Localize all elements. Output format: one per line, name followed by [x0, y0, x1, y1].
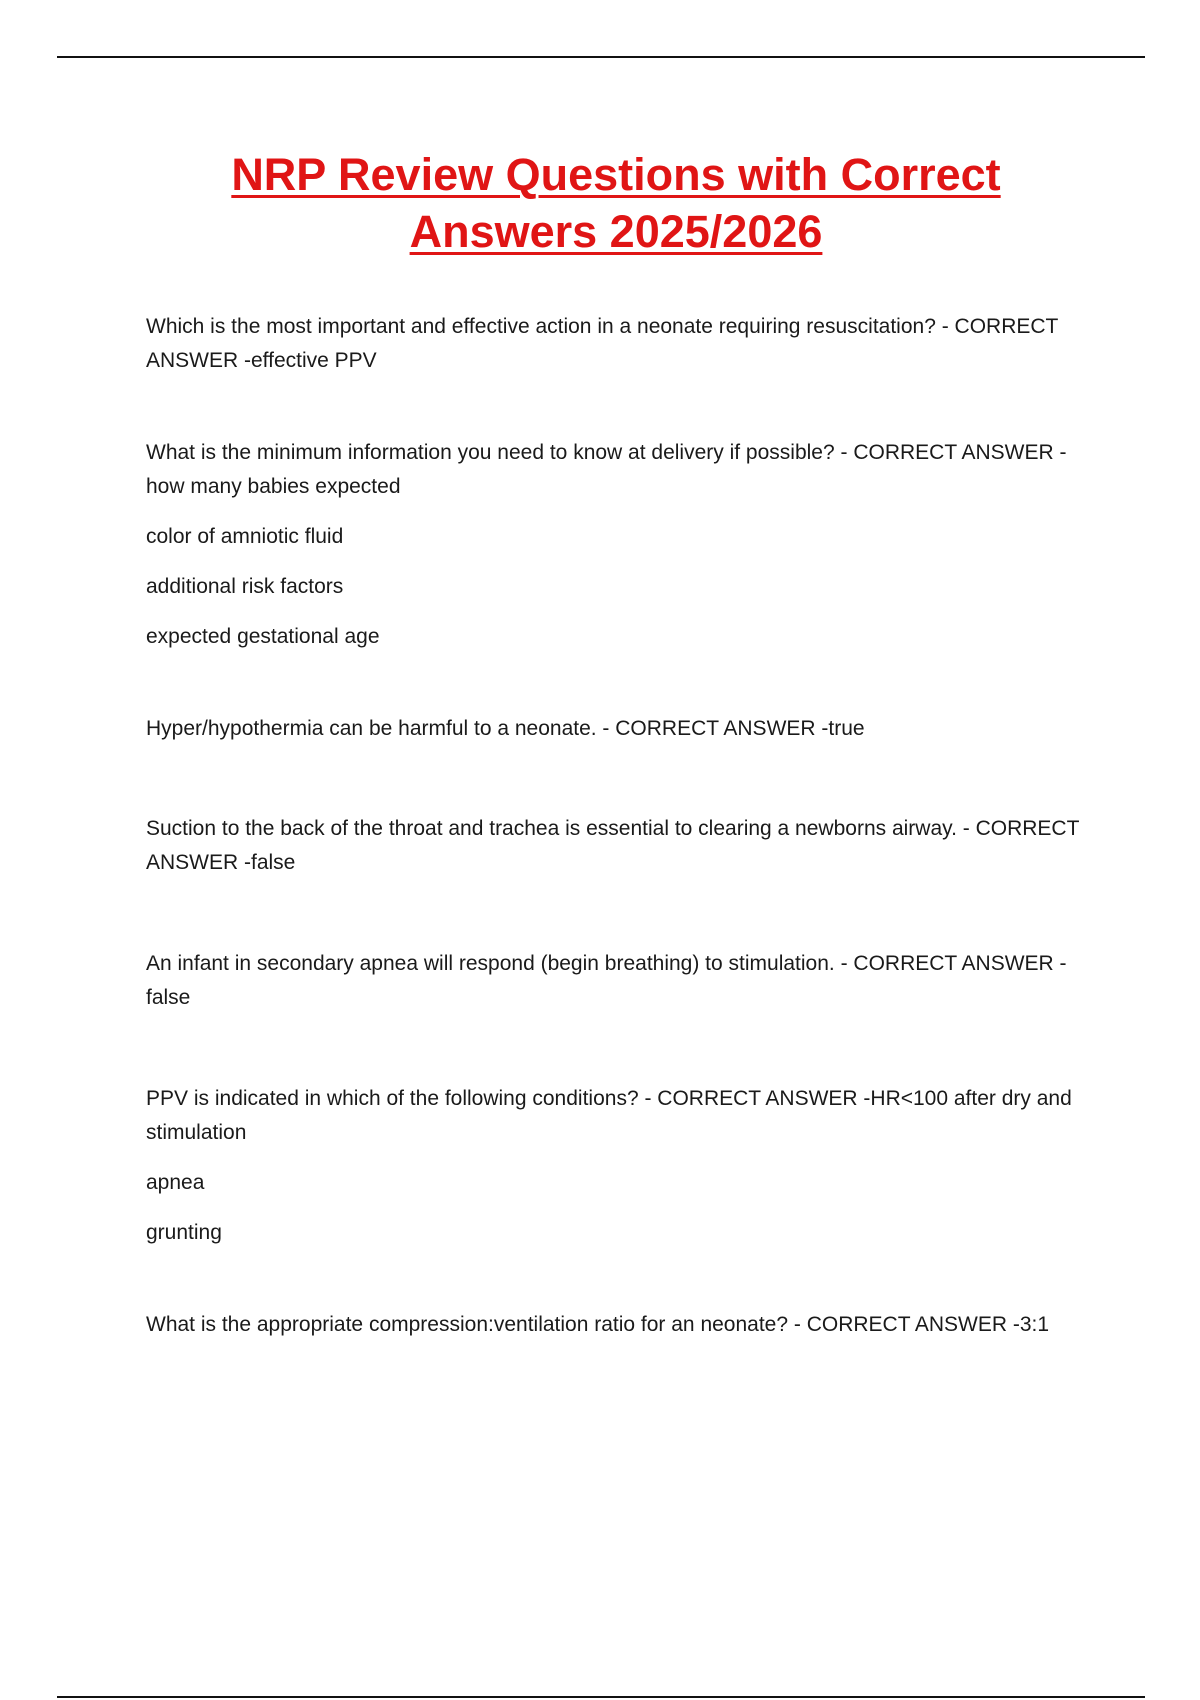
qa-answer-line: grunting	[146, 1221, 222, 1244]
qa-item	[146, 947, 1096, 1015]
qa-question: An infant in secondary apnea will respond (begin breathing) to stimulation. - CORRECT ANSWER -false	[146, 952, 1067, 1009]
title-line-1: NRP Review Questions with Correct	[231, 149, 1001, 200]
qa-item	[146, 812, 1096, 880]
qa-question: What is the appropriate compression:ventilation ratio for an neonate? - CORRECT ANSWER -3:1	[146, 1313, 1050, 1336]
document-title	[0, 146, 1200, 260]
bottom-rule	[57, 1696, 1145, 1698]
qa-item	[146, 1082, 1096, 1250]
qa-question: Which is the most important and effective action in a neonate requiring resuscitation? - CORRECT ANSWER -effective PPV	[146, 315, 1058, 372]
qa-question: PPV is indicated in which of the following conditions? - CORRECT ANSWER -HR<100 after dry and stimulation	[146, 1087, 1072, 1144]
top-rule	[57, 56, 1145, 58]
title-line-2: Answers 2025/2026	[409, 206, 823, 257]
qa-question: Suction to the back of the throat and trachea is essential to clearing a newborns airway. - CORRECT ANSWER -false	[146, 817, 1080, 874]
qa-answer-line: additional risk factors	[146, 575, 344, 598]
qa-item	[146, 1308, 1096, 1342]
qa-item	[146, 310, 1096, 378]
qa-item	[146, 712, 1096, 746]
qa-question: Hyper/hypothermia can be harmful to a neonate. - CORRECT ANSWER -true	[146, 717, 865, 740]
qa-answer-line: color of amniotic fluid	[146, 525, 344, 548]
qa-answer-line: apnea	[146, 1171, 205, 1194]
question-list	[146, 310, 1096, 1342]
qa-item	[146, 436, 1096, 654]
qa-question: What is the minimum information you need to know at delivery if possible? - CORRECT ANSWER -how many babies expected	[146, 441, 1067, 498]
qa-answer-line: expected gestational age	[146, 625, 380, 648]
